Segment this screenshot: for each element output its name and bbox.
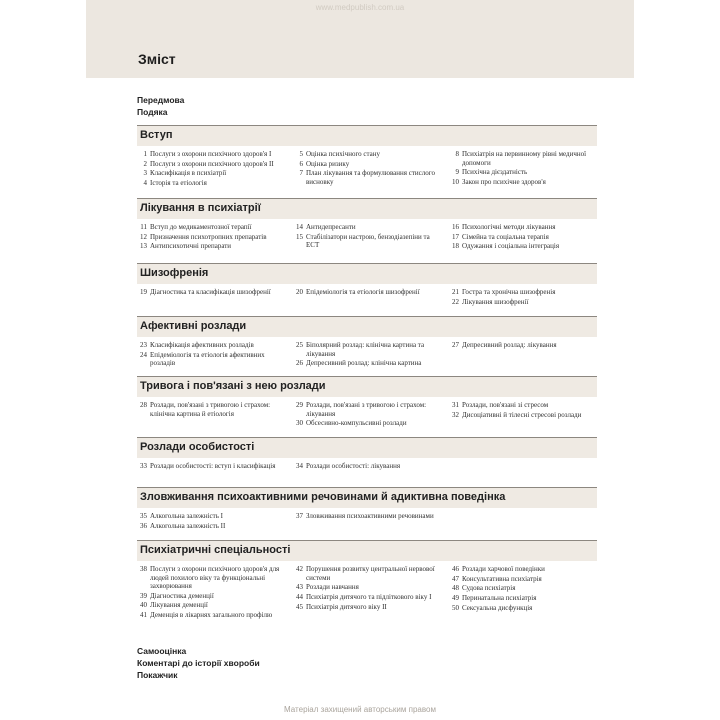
- chapter-entry[interactable]: [137, 522, 287, 531]
- chapter-entry[interactable]: [293, 583, 443, 592]
- chapter-number: 50: [452, 603, 459, 612]
- chapter-entry[interactable]: [449, 233, 599, 242]
- chapter-entry[interactable]: [293, 223, 443, 232]
- chapter-number: 12: [140, 232, 147, 241]
- section-column: [137, 223, 287, 252]
- chapter-number: 19: [140, 288, 147, 296]
- section-column: [449, 288, 599, 307]
- contents-section: [137, 198, 597, 251]
- chapter-title: План лікування та формулювання стислого висновку: [306, 169, 435, 186]
- chapter-number: 23: [140, 341, 147, 349]
- back-matter-self-assessment: Самооцінка: [137, 646, 187, 656]
- front-matter: [137, 94, 184, 118]
- chapter-entry[interactable]: [293, 462, 443, 471]
- chapter-entry[interactable]: [293, 160, 443, 169]
- chapter-entry[interactable]: [137, 462, 287, 471]
- chapter-title: Гостра та хронічна шизофренія: [462, 288, 556, 296]
- section-heading: [137, 316, 597, 337]
- chapter-title: Розлади, пов'язані з тривогою і страхом: клінічна картина й етіологія: [150, 401, 271, 418]
- chapter-title: Розлади навчання: [306, 583, 359, 592]
- chapter-title: Дисоціативні й тілесні стресові розлади: [462, 410, 582, 419]
- chapter-entry[interactable]: [137, 223, 287, 232]
- chapter-title: Психіатрія на первинному рівні медичної допомоги: [462, 150, 587, 167]
- chapter-entry[interactable]: [137, 512, 287, 521]
- page-title: Зміст: [138, 51, 176, 67]
- back-matter: [137, 645, 260, 681]
- chapter-number: 49: [452, 594, 459, 603]
- chapter-number: 42: [296, 565, 303, 573]
- chapter-title: Обсесивно-компульсивні розлади: [306, 419, 407, 428]
- chapter-number: 13: [140, 242, 147, 251]
- chapter-number: 16: [452, 223, 459, 231]
- chapter-number: 10: [452, 177, 459, 186]
- section-title: Тривога і пов'язані з нею розлади: [140, 380, 326, 392]
- chapter-number: 8: [455, 150, 459, 158]
- section-column: [293, 565, 443, 612]
- chapter-title: Оцінка психічного стану: [306, 150, 381, 158]
- chapter-entry[interactable]: [137, 169, 287, 178]
- section-column: [137, 401, 287, 419]
- chapter-number: 1: [143, 150, 147, 158]
- section-title: Шизофренія: [140, 267, 209, 279]
- chapter-title: Призначення психотропних препаратів: [150, 232, 267, 241]
- chapter-number: 41: [140, 611, 147, 620]
- chapter-number: 35: [140, 512, 147, 520]
- chapter-entry[interactable]: [293, 512, 443, 521]
- section-heading: [137, 487, 597, 508]
- chapter-title: Сімейна та соціальна терапія: [462, 232, 549, 241]
- chapter-number: 34: [296, 462, 303, 470]
- chapter-number: 28: [140, 401, 147, 409]
- contents-section: [137, 487, 597, 530]
- chapter-number: 5: [299, 150, 303, 158]
- chapter-entry[interactable]: [293, 169, 443, 186]
- chapter-entry[interactable]: [137, 611, 287, 620]
- chapter-entry[interactable]: [293, 419, 443, 428]
- chapter-entry[interactable]: [293, 288, 443, 297]
- chapter-title: Антипсихотичні препарати: [150, 242, 232, 251]
- section-heading: [137, 125, 597, 146]
- chapter-number: 2: [143, 159, 147, 168]
- chapter-number: 45: [296, 602, 303, 611]
- section-heading: [137, 540, 597, 561]
- chapter-entry[interactable]: [293, 233, 443, 250]
- chapter-entry[interactable]: [293, 565, 443, 582]
- section-title: Зловживання психоактивними речовинами й адиктивна поведінка: [140, 491, 506, 503]
- chapter-entry[interactable]: [137, 601, 287, 610]
- chapter-title: Одужання і соціальна інтеграція: [462, 242, 560, 251]
- chapter-entry[interactable]: [449, 288, 599, 297]
- chapter-number: 48: [452, 584, 459, 593]
- front-matter-preface: Передмова: [137, 95, 185, 105]
- section-column: [293, 401, 443, 429]
- site-url[interactable]: www.medpublish.com.ua: [315, 3, 405, 12]
- chapter-number: 29: [296, 401, 303, 409]
- section-column: [449, 150, 599, 188]
- chapter-title: Лікування деменції: [150, 601, 208, 610]
- chapter-title: Стабілізатори настрою, бензодіазепіни та ЕСТ: [306, 232, 430, 250]
- chapter-title: Психіатрія дитячого віку II: [306, 602, 387, 611]
- chapter-title: Алкогольна залежність II: [150, 521, 226, 530]
- section-column: [449, 223, 599, 252]
- chapter-entry[interactable]: [293, 401, 443, 418]
- contents-section: [137, 125, 597, 188]
- chapter-number: 32: [452, 410, 459, 419]
- chapter-entry[interactable]: [137, 351, 287, 368]
- chapter-entry[interactable]: [449, 604, 599, 613]
- section-column: [293, 341, 443, 369]
- section-title: Психіатричні спеціальності: [140, 544, 291, 556]
- section-column: [293, 512, 443, 522]
- chapter-title: Деменція в лікарнях загального профілю: [150, 611, 273, 620]
- chapter-number: 6: [299, 159, 303, 168]
- chapter-number: 7: [299, 169, 303, 178]
- front-matter-acknowledgements: Подяка: [137, 107, 168, 117]
- chapter-entry[interactable]: [449, 168, 599, 177]
- contents-section: [137, 316, 597, 368]
- chapter-number: 47: [452, 574, 459, 583]
- section-heading: [137, 263, 597, 284]
- chapter-title: Розлади, пов'язані зі стресом: [462, 401, 549, 409]
- chapter-number: 40: [140, 601, 147, 610]
- section-title: Афективні розлади: [140, 320, 247, 332]
- chapter-entry[interactable]: [137, 341, 287, 350]
- chapter-entry[interactable]: [137, 592, 287, 601]
- chapter-number: 44: [296, 592, 303, 601]
- section-column: [137, 565, 287, 621]
- chapter-number: 46: [452, 565, 459, 573]
- chapter-number: 20: [296, 288, 303, 296]
- chapter-entry[interactable]: [449, 341, 599, 350]
- chapter-entry[interactable]: [137, 179, 287, 188]
- chapter-entry[interactable]: [449, 150, 599, 167]
- chapter-title: Алкогольна залежність I: [150, 512, 223, 520]
- chapter-entry[interactable]: [293, 150, 443, 159]
- section-title: Вступ: [140, 129, 173, 141]
- chapter-title: Психічна дієздатність: [462, 168, 528, 177]
- section-heading: [137, 198, 597, 219]
- chapter-entry[interactable]: [449, 401, 599, 410]
- section-column: [449, 401, 599, 420]
- chapter-title: Епідеміологія та етіологія афективних розладів: [150, 350, 265, 368]
- section-column: [137, 462, 287, 472]
- chapter-title: Розлади, пов'язані з тривогою і страхом: лікування: [306, 401, 427, 418]
- section-column: [293, 288, 443, 298]
- contents-section: [137, 540, 597, 620]
- section-column: [293, 462, 443, 472]
- chapter-number: 11: [140, 223, 147, 231]
- chapter-entry[interactable]: [449, 298, 599, 307]
- back-matter-index: Покажчик: [137, 670, 178, 680]
- chapter-title: Розлади харчової поведінки: [462, 565, 545, 573]
- chapter-entry[interactable]: [137, 150, 287, 159]
- chapter-number: 14: [296, 223, 303, 231]
- chapter-title: Послуги з охорони психічного здоров'я I: [150, 150, 272, 158]
- chapter-entry[interactable]: [293, 359, 443, 368]
- chapter-number: 36: [140, 521, 147, 530]
- chapter-entry[interactable]: [449, 223, 599, 232]
- chapter-title: Консультативна психіатрія: [462, 574, 542, 583]
- chapter-number: 3: [143, 169, 147, 178]
- chapter-entry[interactable]: [449, 584, 599, 593]
- chapter-title: Зловживання психоактивними речовинами: [306, 512, 434, 520]
- contents-section: [137, 376, 597, 428]
- chapter-number: 15: [296, 232, 303, 241]
- contents-section: [137, 263, 597, 306]
- chapter-number: 26: [296, 359, 303, 368]
- chapter-entry[interactable]: [137, 401, 287, 418]
- chapter-title: Розлади особистості: лікування: [306, 462, 401, 470]
- chapter-number: 27: [452, 341, 459, 349]
- section-column: [449, 565, 599, 613]
- chapter-number: 17: [452, 232, 459, 241]
- chapter-number: 9: [455, 168, 459, 177]
- chapter-title: Оцінка ризику: [306, 159, 350, 168]
- chapter-entry[interactable]: [137, 233, 287, 242]
- chapter-title: Діагностика деменції: [150, 591, 214, 600]
- chapter-title: Епідеміологія та етіологія шизофренії: [306, 288, 420, 296]
- chapter-title: Послуги з охорони психічного здоров'я II: [150, 159, 274, 168]
- section-column: [449, 341, 599, 351]
- chapter-entry[interactable]: [293, 593, 443, 602]
- chapter-title: Депресивний розлад: лікування: [462, 341, 557, 349]
- chapter-entry[interactable]: [449, 411, 599, 420]
- chapter-title: Депресивний розлад: клінічна картина: [306, 359, 422, 368]
- section-title: Розлади особистості: [140, 441, 255, 453]
- chapter-entry[interactable]: [137, 242, 287, 251]
- chapter-entry[interactable]: [137, 288, 287, 297]
- chapter-title: Судова психіатрія: [462, 584, 516, 593]
- chapter-number: 22: [452, 297, 459, 306]
- chapter-title: Діагностика та класифікація шизофренії: [150, 288, 271, 296]
- chapter-entry[interactable]: [137, 565, 287, 591]
- chapter-number: 31: [452, 401, 459, 409]
- chapter-title: Психологічні методи лікування: [462, 223, 556, 231]
- chapter-number: 39: [140, 591, 147, 600]
- section-heading: [137, 376, 597, 397]
- back-matter-case-comments: Коментарі до історії хвороби: [137, 658, 260, 668]
- section-column: [293, 223, 443, 251]
- chapter-number: 33: [140, 462, 147, 470]
- chapter-entry[interactable]: [137, 160, 287, 169]
- copyright-footer: Матеріал захищений авторським правом: [284, 705, 436, 714]
- chapter-number: 43: [296, 583, 303, 592]
- chapter-entry[interactable]: [449, 565, 599, 574]
- chapter-entry[interactable]: [449, 178, 599, 187]
- chapter-number: 37: [296, 512, 303, 520]
- chapter-title: Розлади особистості: вступ і класифікація: [150, 462, 276, 470]
- section-column: [137, 150, 287, 189]
- chapter-title: Класифікація в психіатрії: [150, 169, 227, 178]
- chapter-title: Антидепресанти: [306, 223, 356, 231]
- chapter-title: Сексуальна дисфункція: [462, 603, 533, 612]
- chapter-title: Закон про психічне здоров'я: [462, 177, 546, 186]
- section-heading: [137, 437, 597, 458]
- chapter-number: 25: [296, 341, 303, 349]
- chapter-number: 30: [296, 419, 303, 428]
- chapter-title: Лікування шизофренії: [462, 297, 529, 306]
- chapter-title: Вступ до медикаментозної терапії: [150, 223, 252, 231]
- section-column: [293, 150, 443, 188]
- chapter-number: 38: [140, 565, 147, 573]
- chapter-title: Психіатрія дитячого та підліткового віку I: [306, 592, 432, 601]
- chapter-title: Послуги з охорони психічного здоров'я для людей похилого віку та функціональні захворювання: [150, 565, 280, 590]
- section-column: [137, 288, 287, 298]
- section-column: [137, 341, 287, 369]
- chapter-title: Порушення розвитку центральної нервової системи: [306, 565, 435, 582]
- chapter-title: Класифікація афективних розладів: [150, 341, 254, 349]
- section-title: Лікування в психіатрії: [140, 202, 261, 214]
- chapter-entry[interactable]: [449, 575, 599, 584]
- chapter-number: 24: [140, 350, 147, 359]
- chapter-title: Перинатальна психіатрія: [462, 594, 537, 603]
- chapter-entry[interactable]: [293, 341, 443, 358]
- chapter-number: 4: [143, 179, 147, 188]
- contents-section: [137, 437, 597, 470]
- chapter-entry[interactable]: [449, 594, 599, 603]
- chapter-entry[interactable]: [293, 603, 443, 612]
- chapter-entry[interactable]: [449, 242, 599, 251]
- chapter-title: Історія та етіологія: [150, 179, 207, 188]
- section-column: [137, 512, 287, 531]
- chapter-title: Біполярний розлад: клінічна картина та лікування: [306, 341, 425, 358]
- chapter-number: 18: [452, 242, 459, 251]
- chapter-number: 21: [452, 288, 459, 296]
